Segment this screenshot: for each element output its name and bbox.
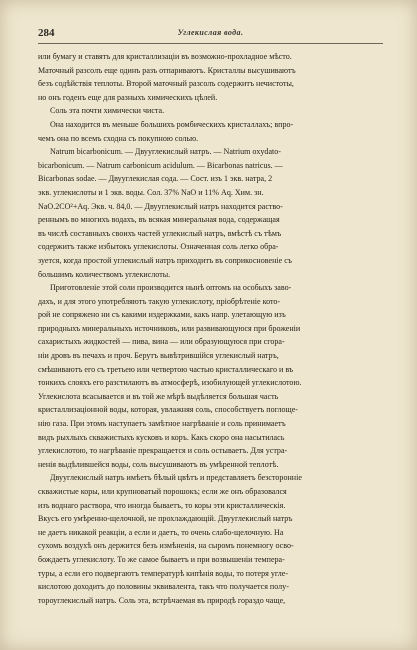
text-line: содержитъ также избытокъ углекислоты. Означенная соль легко обра- xyxy=(38,242,279,252)
text-line: Приготовленіе этой соли производится нынѣ оптомъ на особыхъ заво- xyxy=(50,283,292,293)
text-line: сахаристыхъ жидкостей — пива, вина — или образующуюся при сгора- xyxy=(38,337,285,347)
text-line: углекислотою, то нагрѣваніе прекращается и соль остываетъ. Для устра- xyxy=(38,446,288,456)
paragraph xyxy=(38,145,383,281)
text-line: или бумагу и ставятъ для кристаллизаціи въ возможно-прохладное мѣсто. xyxy=(38,52,292,61)
text-line: реннымъ во многихъ водахъ, въ всякая минеральная вода, содержащая xyxy=(38,215,280,225)
text-line: NaO.2CO²+Aq. Экв. ч. 84,0. — Двууглекислый натръ находится раство- xyxy=(38,201,283,211)
text-line: Вкусъ его умѣренно-щелочной, не прохлаждающій. Двууглекислый натръ xyxy=(38,514,293,524)
text-line: зуется, когда простой углекислый натръ приходитъ въ соприкосновеніе съ xyxy=(38,255,292,265)
text-line: въ числѣ составныхъ своихъ частей углекислый натръ, вмѣстѣ съ тѣмъ xyxy=(38,228,282,238)
text-line: дахъ, и для этого употребляютъ такую углекислоту, пріобрѣтеніе кото- xyxy=(38,296,281,306)
text-line: Она находится въ меньше большихъ ромбическихъ кристаллахъ; впро- xyxy=(50,119,294,129)
text-line: смѣшиваютъ его съ третьею или четвертою частью кристаллическаго и въ xyxy=(38,364,294,374)
paragraph xyxy=(38,471,383,607)
text-line: Соль эта почти химически чиста. xyxy=(50,106,165,116)
page-body xyxy=(38,50,383,607)
text-line: природныхъ минеральныхъ источниковъ, или развивающуюся при броженіи xyxy=(38,323,301,333)
text-line: не даетъ никакой реакціи, а если и даетъ, то очень слабо-щелочную. На xyxy=(38,527,284,537)
text-line: бождаетъ углекислоту. То же самое бываетъ и при возвышеніи темпера- xyxy=(38,554,285,564)
text-line: кристаллизаціонной воды, которая, увлажняя соль, способствуетъ поглоще- xyxy=(38,405,298,415)
text-line: bicarbonicum. — Natrum carbonicum acidulum. — Bicarbonas natricus. — xyxy=(38,160,283,170)
text-line: Bicarbonas sodae. — Двууглекислая сода. — Сост. изъ 1 экв. натра, 2 xyxy=(38,174,273,184)
text-line: но онъ годенъ еще для разныхъ химическихъ цѣлей. xyxy=(38,92,218,102)
paragraph xyxy=(38,50,383,104)
text-line: ненія выдѣлившейся воды, соль высушиваютъ въ умѣренной теплотѣ. xyxy=(38,459,279,469)
text-line: экв. углекислоты и 1 экв. воды. Сол. 37% NaO и 11% Aq. Хим. зн. xyxy=(38,187,264,197)
page-header xyxy=(38,27,383,41)
running-title: Углекислая вода. xyxy=(177,28,244,37)
text-line: рой не сопряжено ни съ какими издержками, какъ напр. улетающую изъ xyxy=(38,310,286,320)
text-line: нію газа. При этомъ наступаетъ замѣтное нагрѣваніе и соль принимаетъ xyxy=(38,419,286,429)
text-line: туры, а если его подвергаютъ температурѣ кипѣнія воды, то потеря угле- xyxy=(38,568,289,578)
text-line: изъ воднаго раствора, что иногда бываетъ, то коры эти кристаллическія. xyxy=(38,500,286,510)
text-line: Маточный разсолъ еще одинъ разъ отпариваютъ. Кристаллы высушиваютъ xyxy=(38,65,296,75)
text-line: большимъ количествомъ углекислоты. xyxy=(38,269,171,279)
paragraph xyxy=(38,118,383,145)
text-line: видъ рыхлыхъ скважистыхъ кусковъ и коръ. Какъ скоро она насытилась xyxy=(38,432,285,442)
text-line: Двууглекислый натръ имѣетъ бѣлый цвѣтъ и представляетъ безсторонніе xyxy=(50,473,302,483)
text-line: Natrum bicarbonicum. — Двууглекислый натръ. — Natrium oxydato- xyxy=(50,147,281,157)
text-line: чемъ она по всемъ сходна съ покупною солью. xyxy=(38,133,199,143)
paragraph xyxy=(38,104,383,118)
header-rule xyxy=(38,43,383,44)
text-line: ніи дровъ въ печахъ и проч. Берутъ вывѣтрившійся углекислый натръ, xyxy=(38,351,279,361)
text-line: тонкихъ слояхъ его разстилаютъ въ атмосферѣ, изобилующей углекислотою. xyxy=(38,378,302,388)
text-line: кислотою доходитъ до половины эквивалента, такъ что получается полу- xyxy=(38,582,289,592)
text-line: Углекислота всасывается и въ той же мѣрѣ выдѣляется большая часть xyxy=(38,391,279,401)
page-number: 284 xyxy=(38,27,55,39)
text-line: скважистые коры, или крупноватый порошокъ; если же онъ образовался xyxy=(38,487,287,496)
text-line: сухомъ воздухѣ онъ держится безъ измѣненія, на сыромъ понемногу осво- xyxy=(38,541,294,551)
text-line: тороуглекислый натръ. Соль эта, встрѣчаемая въ природѣ гораздо чаще, xyxy=(38,595,286,605)
paragraph xyxy=(38,281,383,471)
text-line: безъ содѣйствія теплоты. Второй маточный разсолъ содержитъ нечистоты, xyxy=(38,79,294,89)
